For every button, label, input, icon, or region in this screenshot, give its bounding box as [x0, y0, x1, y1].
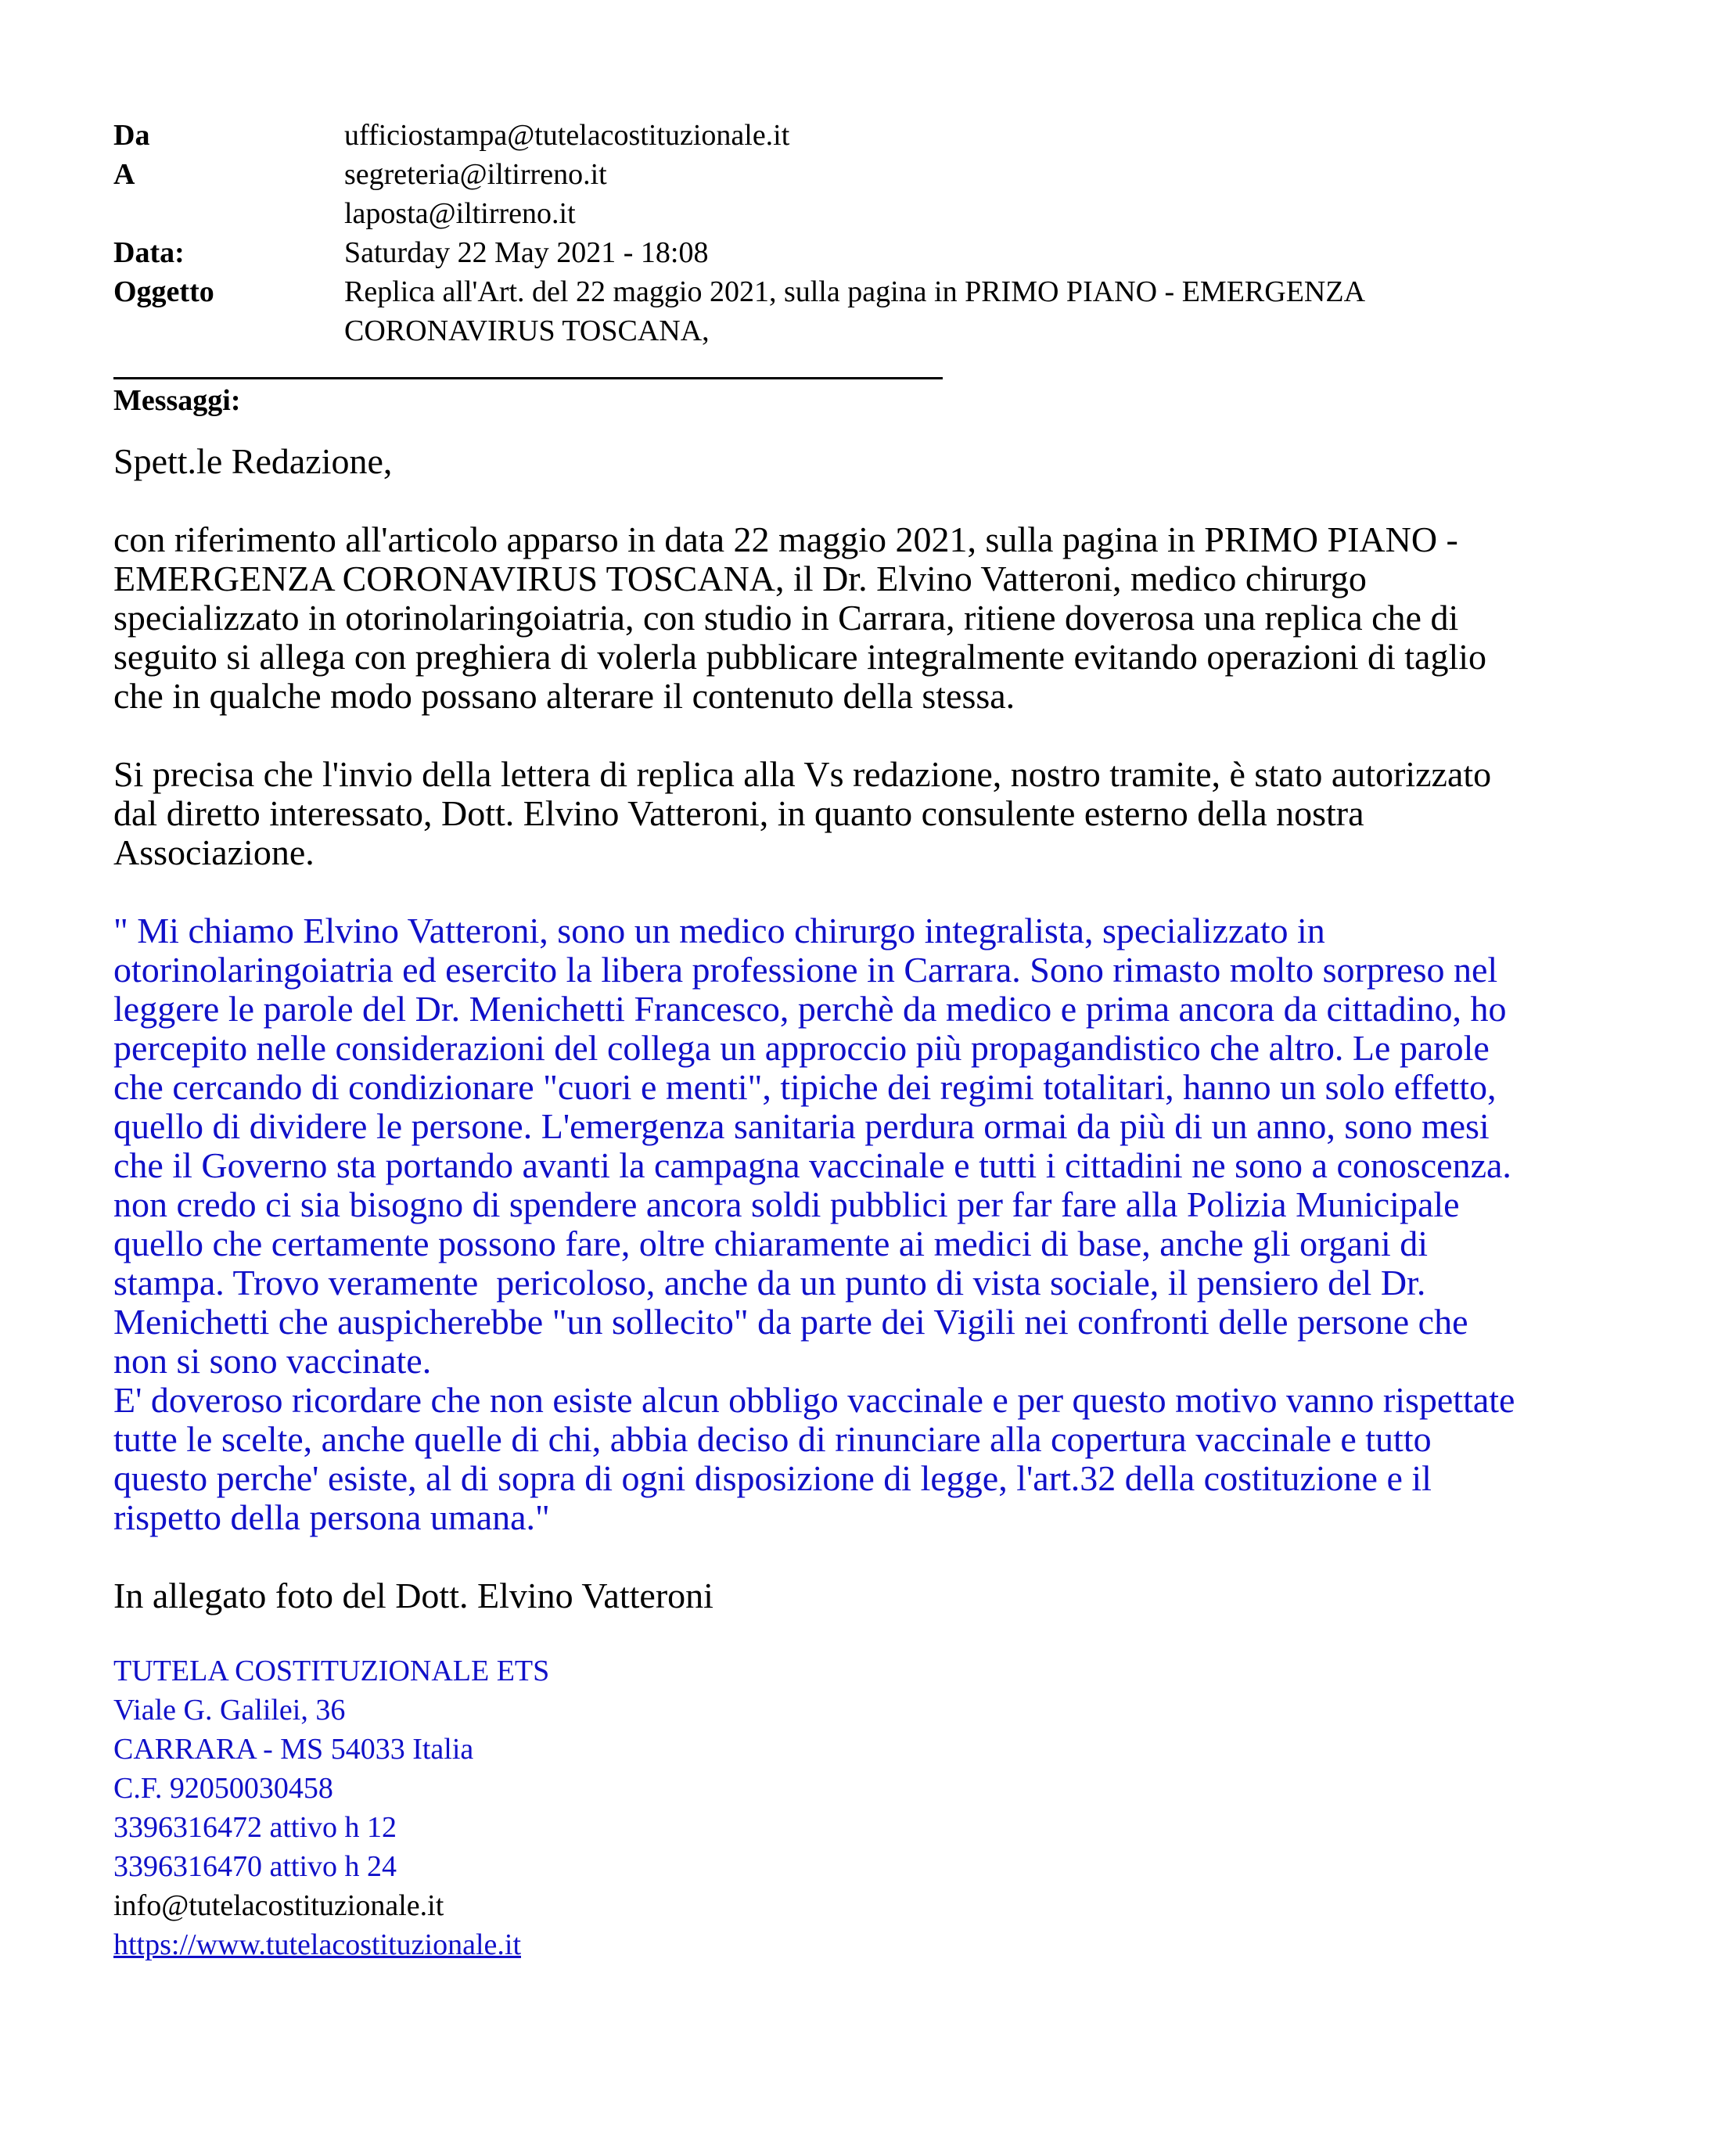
- text-line: dal diretto interessato, Dott. Elvino Vatteroni, in quanto consulente esterno della nostra: [113, 793, 1364, 833]
- to-value-1: segreteria@iltirreno.it: [344, 158, 607, 191]
- attachment-note: In allegato foto del Dott. Elvino Vatteroni: [113, 1576, 713, 1615]
- subject-value: [344, 272, 1635, 350]
- signature-address: Viale G. Galilei, 36: [113, 1694, 346, 1727]
- header-separator: [113, 377, 943, 379]
- text-line: otorinolaringoiatria ed esercito la libera professione in Carrara. Sono rimasto molto sorpreso nel: [113, 950, 1498, 990]
- paragraph-authorization: [113, 755, 1647, 872]
- paragraph-reference: [113, 520, 1647, 716]
- text-line: Associazione.: [113, 832, 314, 872]
- subject-line: Replica all'Art. del 22 maggio 2021, sulla pagina in PRIMO PIANO - EMERGENZA: [344, 275, 1366, 308]
- subject-line: CORONAVIRUS TOSCANA,: [344, 314, 710, 347]
- text-line: Si precisa che l'invio della lettera di replica alla Vs redazione, nostro tramite, è stato autorizzato: [113, 754, 1492, 794]
- text-line: Menichetti che auspicherebbe "un sollecito" da parte dei Vigili nei confronti delle persone che: [113, 1302, 1468, 1342]
- text-line: percepito nelle considerazioni del collega un approccio più propagandistico che altro. Le parole: [113, 1028, 1490, 1068]
- signature-city: CARRARA - MS 54033 Italia: [113, 1733, 474, 1766]
- from-value: ufficiostampa@tutelacostituzionale.it: [344, 119, 790, 152]
- text-line: " Mi chiamo Elvino Vatteroni, sono un medico chirurgo integralista, specializzato in: [113, 911, 1325, 951]
- text-line: tutte le scelte, anche quelle di chi, abbia deciso di rinunciare alla copertura vaccinale e tutto: [113, 1419, 1432, 1459]
- subject-label: Oggetto: [113, 275, 214, 308]
- text-line: E' doveroso ricordare che non esiste alcun obbligo vaccinale e per questo motivo vanno rispettate: [113, 1380, 1515, 1420]
- to-label: A: [113, 158, 135, 191]
- salutation: Spett.le Redazione,: [113, 441, 393, 481]
- text-line: non credo ci sia bisogno di spendere ancora soldi pubblici per far fare alla Polizia Municipale: [113, 1184, 1460, 1224]
- text-line: non si sono vaccinate.: [113, 1341, 432, 1381]
- from-label: Da: [113, 119, 150, 152]
- signature-org: TUTELA COSTITUZIONALE ETS: [113, 1655, 550, 1687]
- message-body: [113, 442, 1647, 1615]
- text-line: stampa. Trovo veramente pericoloso, anche da un punto di vista sociale, il pensiero del Dr.: [113, 1263, 1426, 1303]
- date-value: Saturday 22 May 2021 - 18:08: [344, 236, 709, 269]
- text-line: quello che certamente possono fare, oltre chiaramente ai medici di base, anche gli organi di: [113, 1224, 1429, 1263]
- text-line: con riferimento all'articolo apparso in data 22 maggio 2021, sulla pagina in PRIMO PIANO -: [113, 519, 1458, 559]
- text-line: che in qualche modo possano alterare il contenuto della stessa.: [113, 676, 1015, 716]
- text-line: che il Governo sta portando avanti la campagna vaccinale e tutti i cittadini ne sono a conoscenza.: [113, 1145, 1511, 1185]
- text-line: seguito si allega con preghiera di volerla pubblicare integralmente evitando operazioni di taglio: [113, 637, 1487, 677]
- date-label: Data:: [113, 236, 185, 269]
- to-value-2: laposta@iltirreno.it: [344, 197, 576, 230]
- signature-phone-2: 3396316470 attivo h 24: [113, 1850, 397, 1883]
- text-line: quello di dividere le persone. L'emergenza sanitaria perdura ormai da più di un anno, sono mesi: [113, 1106, 1490, 1146]
- text-line: rispetto della persona umana.": [113, 1497, 550, 1537]
- signature-email: info@tutelacostituzionale.it: [113, 1889, 444, 1922]
- signature-phone-1: 3396316472 attivo h 12: [113, 1811, 397, 1844]
- website-link[interactable]: https://www.tutelacostituzionale.it: [113, 1928, 521, 1961]
- quoted-reply: [113, 911, 1647, 1537]
- email-header: [113, 116, 1647, 350]
- signature-block: [113, 1651, 1647, 1964]
- messages-label: Messaggi:: [113, 384, 241, 417]
- text-line: questo perche' esiste, al di sopra di ogni disposizione di legge, l'art.32 della costituzione e il: [113, 1458, 1432, 1498]
- text-line: che cercando di condizionare "cuori e menti", tipiche dei regimi totalitari, hanno un solo effetto,: [113, 1067, 1497, 1107]
- email-printout: [113, 116, 1647, 1964]
- signature-tax-code: C.F. 92050030458: [113, 1772, 333, 1805]
- text-line: EMERGENZA CORONAVIRUS TOSCANA, il Dr. Elvino Vatteroni, medico chirurgo: [113, 559, 1367, 598]
- text-line: leggere le parole del Dr. Menichetti Francesco, perchè da medico e prima ancora da cittadino, ho: [113, 989, 1507, 1029]
- text-line: specializzato in otorinolaringoiatria, con studio in Carrara, ritiene doverosa una replica che di: [113, 598, 1459, 638]
- to-label-spacer: [113, 194, 344, 233]
